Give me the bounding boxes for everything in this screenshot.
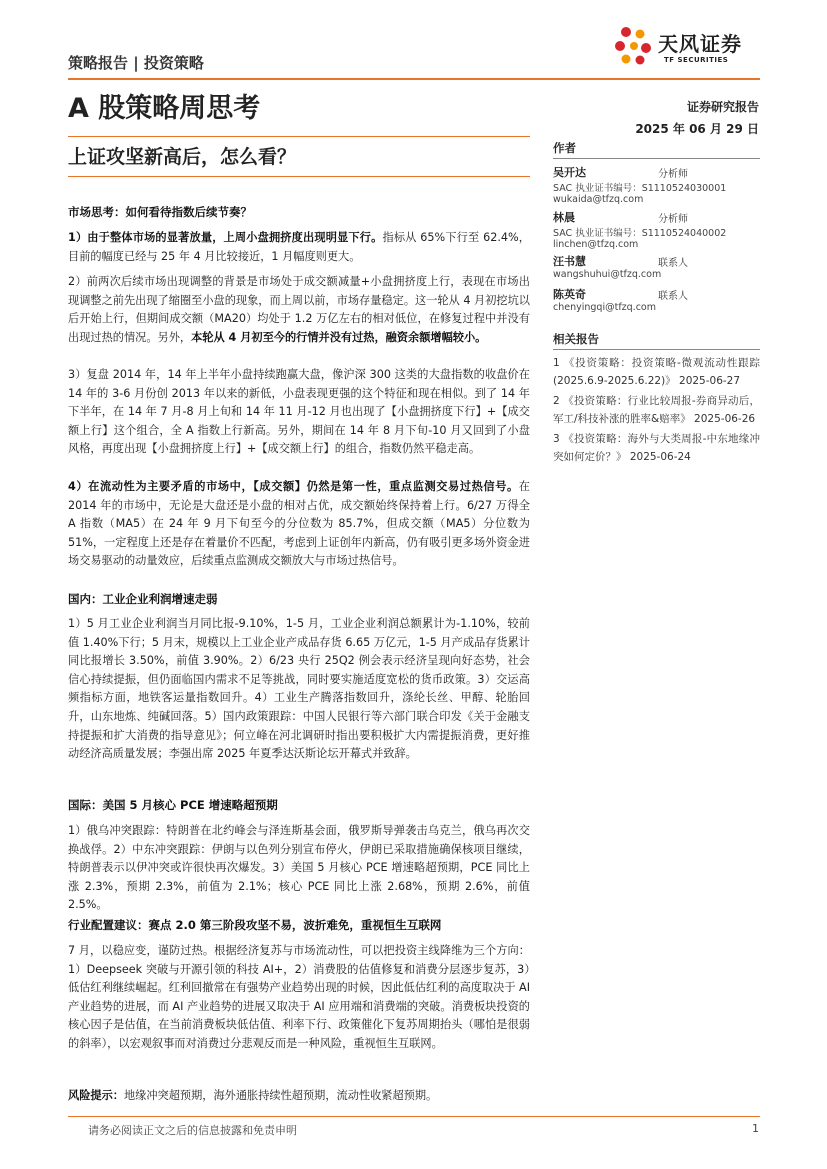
subtitle-divider-top [68,136,530,137]
related-reports-heading: 相关报告 [553,331,760,350]
paragraph-2-text: 2）前两次后续市场出现调整的背景是市场处于成交额减量+小盘拥挤度上行，表现在市场出现调整之前先出现了缩圈至小盘的现象，而上周以前，市场存量稳定。这一轮从 4 月初挖坑以后开始上行，但期间成交额（MA20）均处于 1.2 万亿左右的相对低位，在修复过程中并没有出现过热的情况。另外， [68,275,530,344]
author-cert: SAC 执业证书编号：S1110524040002 [553,228,727,239]
paragraph-4 [68,478,530,571]
brand-name-cn: 天风证券 [658,32,742,56]
author-email[interactable]: chenyingqi@tfzq.com [553,302,656,313]
page-number: 1 [752,1122,759,1135]
report-category: 策略报告 | 投资策略 [68,54,204,72]
report-subtitle: 上证攻坚新高后，怎么看？ [68,146,297,168]
related-report-item[interactable]: 2 《投资策略：行业比较周报-券商异动后，军工/科技补涨的胜率&赔率》 2025-06-26 [553,395,760,425]
tf-logo-icon [612,24,654,66]
section-heading-market: 市场思考：如何看待指数后续节奏？ [68,205,252,219]
author-email[interactable]: wangshuhui@tfzq.com [553,269,662,280]
brand-name-en: TF SECURITIES [664,56,729,64]
paragraph-3-text: 3）复盘 2014 年，14 年上半年小盘持续跑赢大盘，像沪深 300 这类的大盘指数的收盘价在 14 年的 3-6 月份创 2013 年以来的新低，小盘表现更强的这个特征和现在相似。到了 14 年下半年，在 14 年 7 月-8 月上旬和 14 年 11 月-12 月也出现了【小盘拥挤度下行】+【成交额上行】这个组合，全 A 指数上行新高。另外，期间在 14 年 8 月下旬-10 月又回到了小盘风格，再度出现【小盘拥挤度上行】+【成交额上行】的组合，指数仍然平稳走高。 [68,368,530,456]
paragraph-1-lead: 1）由于整体市场的显著放量，上周小盘拥挤度出现明显下行。 [68,231,383,244]
author-name: 汪书慧 [553,255,586,268]
author-name: 吴开达 [553,166,586,179]
related-report-item[interactable]: 3 《投资策略：海外与大类周报-中东地缘冲突如何定价？》 2025-06-24 [553,433,760,463]
author-email[interactable]: linchen@tfzq.com [553,239,639,250]
author-role: 联系人 [658,291,688,302]
paragraph-international [68,822,530,915]
footer-divider [68,1116,760,1117]
authors-section [553,140,760,159]
section-heading-international: 国际：美国 5 月核心 PCE 增速略超预期 [68,798,278,812]
author-role: 分析师 [658,214,688,225]
paragraph-4-lead: 4）在流动性为主要矛盾的市场中，【成交额】仍然是第一性，重点监测交易过热信号。 [68,480,519,493]
risk-label: 风险提示： [68,1089,124,1102]
paragraph-4-text: 在 2014 年的市场中，无论是大盘还是小盘的相对占优，成交额始终保持着上行。6/27 万得全 A 指数（MA5）在 24 年 9 月下旬至今的分位数为 85.7%，但成交额（MA5）分位数为 51%，一定程度上还是存在着量价不匹配，考虑到上证创年内新高，仍有吸引更多场外资金进场交易驱动的动量效应，后续重点监测成交额放大与市场过热信号。 [68,480,530,568]
author-entry [553,253,760,279]
allocation-text: 7 月，以稳应变，谨防过热。根据经济复苏与市场流动性，可以把投资主线降维为三个方向：1）Deepseek 突破与开源引领的科技 AI+，2）消费股的估值修复和消费分层逐步复苏，3）低估红利继续崛起。红利回撤常在有强势产业趋势出现的时候，因此低估红利的高度取决于 AI 产业趋势的进展，而 AI 产业趋势的进展又取决于 AI 应用端和消费端的突破。消费板块投资的核心因子是估值，在当前消费板块低估值、利率下行、政策催化下复苏周期抬头（哪怕是很弱的斜率），以宏观叙事而对消费过分悲观反而是一种风险，重视恒生互联网。 [68,944,531,1050]
author-role: 联系人 [658,258,688,269]
related-reports-section [553,331,760,466]
paragraph-domestic [68,615,530,764]
related-report-item[interactable]: 1 《投资策略：投资策略-微观流动性跟踪(2025.6.9-2025.6.22)》 2025-06-27 [553,357,760,387]
paragraph-2 [68,273,530,347]
report-date: 2025 年 06 月 29 日 [635,122,759,136]
risk-warning [68,1087,530,1106]
subtitle-divider-bottom [68,176,530,177]
author-email[interactable]: wukaida@tfzq.com [553,194,644,205]
section-heading-allocation: 行业配置建议：赛点 2.0 第三阶段攻坚不易，波折难免，重视恒生互联网 [68,918,442,932]
risk-text: 地缘冲突超预期，海外通胀持续性超预期，流动性收紧超预期。 [123,1089,438,1102]
footer-disclaimer[interactable]: 请务必阅读正文之后的信息披露和免责申明 [88,1124,297,1137]
paragraph-2-emphasis: 本轮从 4 月初至今的行情并没有过热，融资余额增幅较小。 [191,330,487,344]
brand-logo [612,22,762,72]
section-heading-domestic: 国内：工业企业利润增速走弱 [68,592,218,606]
authors-heading: 作者 [553,140,760,159]
author-name: 林晨 [553,211,575,224]
author-entry [553,164,760,205]
page-title: A 股策略周思考 [68,93,261,124]
author-name: 陈英奇 [553,288,586,301]
paragraph-3 [68,366,530,459]
paragraph-1 [68,229,530,266]
author-entry [553,209,760,250]
domestic-text: 1）5 月工业企业利润当月同比报-9.10%，1-5 月，工业企业利润总额累计为-1.10%，较前值 1.40%下行；5 月末，规模以上工业企业产成品存货 6.65 万亿元，1-5 月产成品存货累计同比报增长 3.50%，前值 3.90%。2）6/23 央行 25Q2 例会表示经济呈现向好态势，社会信心持续提振，但仍面临国内需求不足等挑战，同时要实施适度宽松的货币政策。3）交运高频指标方面，地铁客运量指数回升。4）工业生产腾落指数回升，涤纶长丝、甲醇、轮胎回升，山东地炼、纯碱回落。5）国内政策跟踪：中国人民银行等六部门联合印发《关于金融支持提振和扩大消费的指导意见》；何立峰在河北调研时指出要积极扩大内需提振消费，更好推动经济高质量发展；李强出席 2025 年夏季达沃斯论坛开幕式并致辞。 [68,617,530,761]
paragraph-allocation [68,942,530,1054]
paragraph-1-text: 指标从 65%下行至 62.4%，目前的幅度已经与 25 年 4 月比较接近，1 月幅度则更大。 [68,231,530,263]
author-cert: SAC 执业证书编号：S1110524030001 [553,183,727,194]
international-text: 1）俄乌冲突跟踪：特朗普在北约峰会与泽连斯基会面，俄罗斯导弹袭击乌克兰，俄乌再次交换战俘。2）中东冲突跟踪：伊朗与以色列分别宣布停火，伊朗已采取措施确保核项目继续，特朗普表示以伊冲突或许很快再次爆发。3）美国 5 月核心 PCE 增速略超预期，PCE 同比上涨 2.3%，预期 2.3%，前值为 2.1%；核心 PCE 同比上涨 2.68%，预期 2.6%，前值 2.5%。 [68,824,530,912]
doc-type: 证券研究报告 [686,100,759,114]
header-divider [68,78,760,80]
author-entry [553,286,760,312]
author-role: 分析师 [658,169,688,180]
